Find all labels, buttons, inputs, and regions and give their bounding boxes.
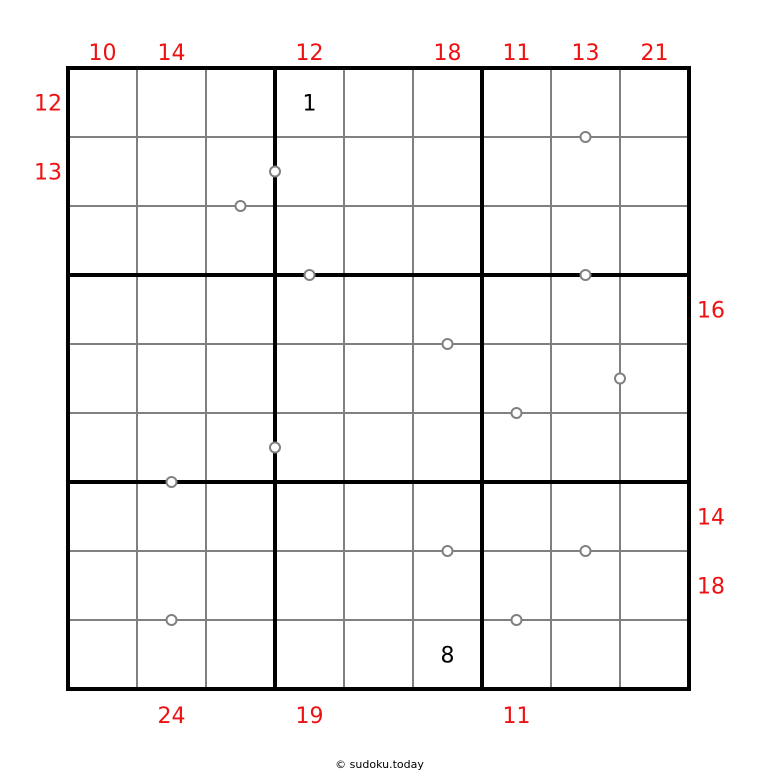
cell-r9c7[interactable] <box>484 622 549 687</box>
top-clue: 13 <box>571 41 600 66</box>
cell-r3c6[interactable] <box>415 208 480 273</box>
cell-r2c6[interactable] <box>415 139 480 204</box>
cell-r3c9[interactable] <box>622 208 687 273</box>
cell-r7c6[interactable] <box>415 484 480 549</box>
right-clue: 14 <box>697 505 725 531</box>
given-digit: 1 <box>302 91 317 117</box>
cell-r6c3[interactable] <box>208 415 273 480</box>
right-clue: 18 <box>697 574 725 600</box>
cell-r2c2[interactable] <box>139 139 204 204</box>
cell-r5c8[interactable] <box>553 346 618 411</box>
cell-r3c3[interactable] <box>208 208 273 273</box>
cell-r6c6[interactable] <box>415 415 480 480</box>
cell-r2c1[interactable] <box>70 139 135 204</box>
cell-r9c5[interactable] <box>346 622 411 687</box>
cell-r3c5[interactable] <box>346 208 411 273</box>
cell-r4c6[interactable] <box>415 277 480 342</box>
cell-r9c2[interactable] <box>139 622 204 687</box>
cell-r7c8[interactable] <box>553 484 618 549</box>
cell-r8c9[interactable] <box>622 553 687 618</box>
left-clue: 12 <box>34 91 62 117</box>
cell-r8c2[interactable] <box>139 553 204 618</box>
cell-r2c3[interactable] <box>208 139 273 204</box>
cell-r8c7[interactable] <box>484 553 549 618</box>
right-clue: 16 <box>697 298 725 324</box>
cell-r9c1[interactable] <box>70 622 135 687</box>
cell-r7c5[interactable] <box>346 484 411 549</box>
cell-r2c5[interactable] <box>346 139 411 204</box>
cell-r6c5[interactable] <box>346 415 411 480</box>
cell-r1c8[interactable] <box>553 70 618 135</box>
cell-r4c4[interactable] <box>277 277 342 342</box>
top-clue: 21 <box>640 41 669 66</box>
cell-r5c9[interactable] <box>622 346 687 411</box>
cell-r4c2[interactable] <box>139 277 204 342</box>
cell-r7c1[interactable] <box>70 484 135 549</box>
cell-r9c4[interactable] <box>277 622 342 687</box>
cell-r1c1[interactable] <box>70 70 135 135</box>
cell-r4c8[interactable] <box>553 277 618 342</box>
bottom-clue: 19 <box>295 704 324 729</box>
given-digit: 8 <box>440 643 455 669</box>
top-clue: 10 <box>88 41 117 66</box>
cell-r6c9[interactable] <box>622 415 687 480</box>
cell-r8c3[interactable] <box>208 553 273 618</box>
cell-r3c2[interactable] <box>139 208 204 273</box>
cell-r7c2[interactable] <box>139 484 204 549</box>
cell-r8c6[interactable] <box>415 553 480 618</box>
cell-r1c6[interactable] <box>415 70 480 135</box>
cell-r7c4[interactable] <box>277 484 342 549</box>
cell-r5c5[interactable] <box>346 346 411 411</box>
cell-r8c4[interactable] <box>277 553 342 618</box>
cell-r6c4[interactable] <box>277 415 342 480</box>
cell-r5c2[interactable] <box>139 346 204 411</box>
top-clue: 18 <box>433 41 462 66</box>
cell-r1c3[interactable] <box>208 70 273 135</box>
cell-r4c1[interactable] <box>70 277 135 342</box>
top-clue: 12 <box>295 41 324 66</box>
cell-r5c6[interactable] <box>415 346 480 411</box>
cell-r8c1[interactable] <box>70 553 135 618</box>
top-clue: 14 <box>157 41 186 66</box>
cell-r3c7[interactable] <box>484 208 549 273</box>
cell-r4c3[interactable] <box>208 277 273 342</box>
top-clue: 11 <box>502 41 531 66</box>
cell-r1c9[interactable] <box>622 70 687 135</box>
left-clue: 13 <box>34 160 62 186</box>
cell-r7c9[interactable] <box>622 484 687 549</box>
cell-r1c2[interactable] <box>139 70 204 135</box>
cell-r5c1[interactable] <box>70 346 135 411</box>
cell-r9c8[interactable] <box>553 622 618 687</box>
cell-r9c9[interactable] <box>622 622 687 687</box>
cell-r5c4[interactable] <box>277 346 342 411</box>
cell-r6c1[interactable] <box>70 415 135 480</box>
cell-r1c5[interactable] <box>346 70 411 135</box>
cell-r3c8[interactable] <box>553 208 618 273</box>
cell-r3c1[interactable] <box>70 208 135 273</box>
cell-r7c7[interactable] <box>484 484 549 549</box>
cell-r2c9[interactable] <box>622 139 687 204</box>
cell-r8c8[interactable] <box>553 553 618 618</box>
copyright-footer: © sudoku.today <box>335 758 424 771</box>
cell-r6c7[interactable] <box>484 415 549 480</box>
cell-r5c7[interactable] <box>484 346 549 411</box>
cell-r3c4[interactable] <box>277 208 342 273</box>
cell-r6c2[interactable] <box>139 415 204 480</box>
bottom-clue: 11 <box>502 704 531 729</box>
grid-cells[interactable] <box>70 70 687 687</box>
cell-r5c3[interactable] <box>208 346 273 411</box>
cell-r4c5[interactable] <box>346 277 411 342</box>
cell-r1c7[interactable] <box>484 70 549 135</box>
cell-r2c8[interactable] <box>553 139 618 204</box>
cell-r9c3[interactable] <box>208 622 273 687</box>
cell-r8c5[interactable] <box>346 553 411 618</box>
cell-r6c8[interactable] <box>553 415 618 480</box>
cell-r2c4[interactable] <box>277 139 342 204</box>
cell-r2c7[interactable] <box>484 139 549 204</box>
cell-r4c9[interactable] <box>622 277 687 342</box>
cell-r7c3[interactable] <box>208 484 273 549</box>
bottom-clue: 24 <box>157 704 186 729</box>
cell-r4c7[interactable] <box>484 277 549 342</box>
